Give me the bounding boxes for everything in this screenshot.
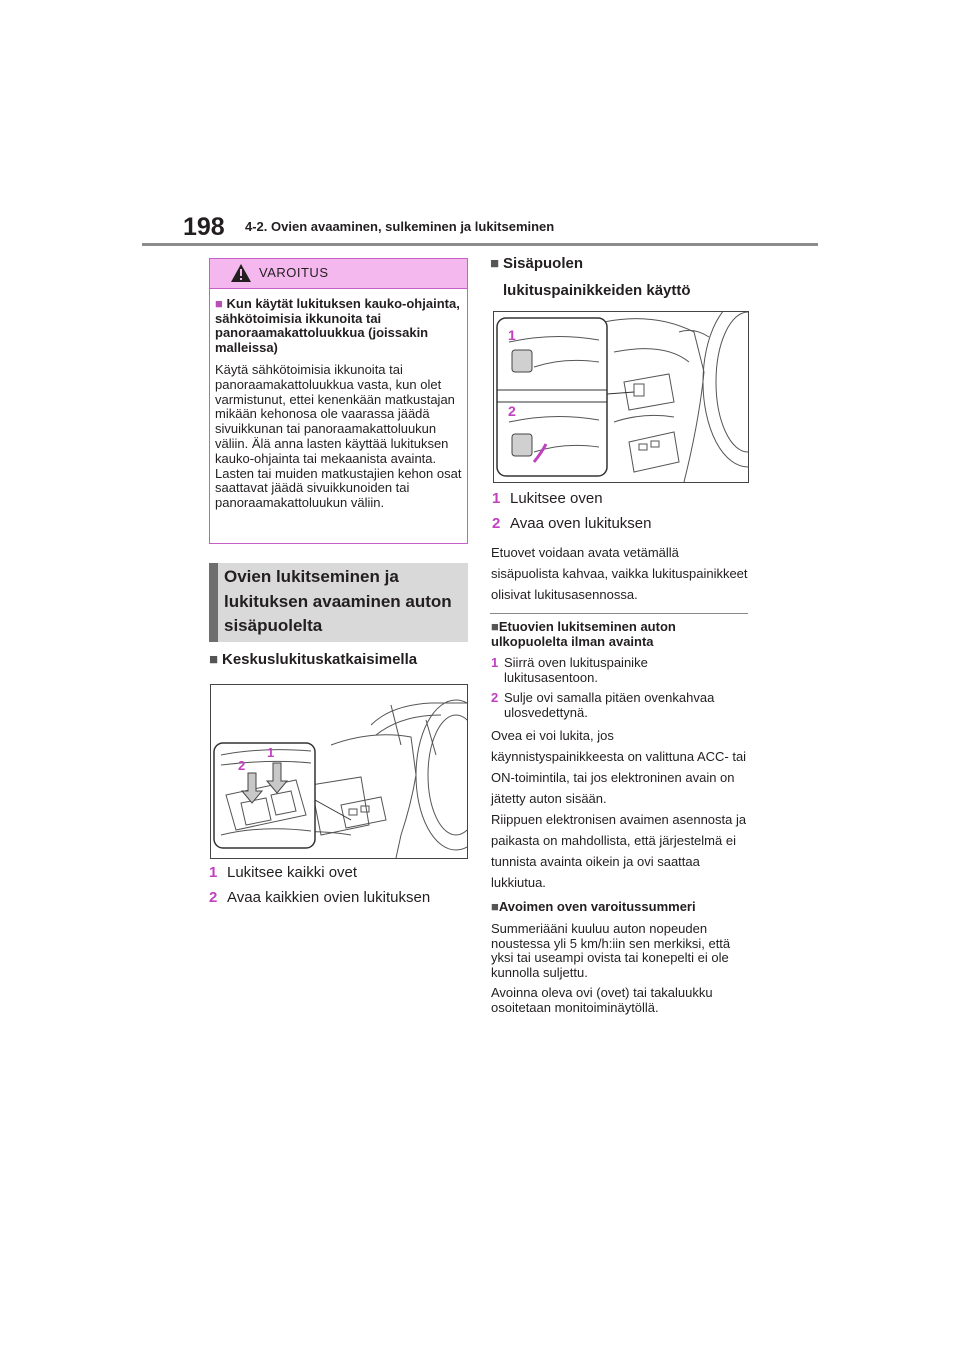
outside-lock-paragraph-2: Riippuen elektronisen avaimen asennosta ja paikasta on mahdollista, että järjestelmä ei tunnista avainta oikein ja ovi saattaa lukkiutua. bbox=[491, 812, 747, 890]
inside-lock-marker: ■ bbox=[490, 255, 500, 272]
outside-lock-heading bbox=[491, 620, 749, 649]
warning-heading bbox=[215, 297, 461, 355]
step-text: Avaa oven lukituksen bbox=[510, 515, 652, 532]
warning-body: Käytä sähkötoimisia ikkunoita tai panoraamakattoluukkua vasta, kun olet varmistunut, ettei kenenkään matkustajan mikään kehonosa ole vaarassa jäädä sivuikkunan tai panoraamakattoluukun väliin. Älä anna lasten käyttää lukituksen kauko-ohjainta tai mekaanista avainta. Lasten tai muiden matkustajien kehon osat saattavat jäädä sivuikkunoiden tai panoraamakattoluukun väliin. bbox=[215, 362, 462, 511]
inside-lock-note: Etuovet voidaan avata vetämällä sisäpuolista kahvaa, vaikka lukituspainikkeet olisivat lukitusasennossa. bbox=[491, 545, 748, 602]
warning-heading-text: Kun käytät lukituksen kauko-ohjainta, sähkötoimisia ikkunoita tai panoraamakattoluukkua (joissakin malleissa) bbox=[215, 296, 460, 355]
section-title: Ovien lukitseminen ja lukituksen avaaminen auton sisäpuolelta bbox=[224, 567, 452, 635]
header-rule bbox=[142, 243, 818, 246]
outside-lock-heading-text: Etuovien lukitseminen auton ulkopuolelta ilman avainta bbox=[491, 619, 676, 649]
step-text: Avaa kaikkien ovien lukituksen bbox=[227, 889, 431, 906]
warning-box bbox=[209, 258, 468, 544]
central-callout-1: 1 bbox=[267, 745, 275, 760]
warning-title: VAROITUS bbox=[259, 265, 329, 280]
outside-lock-step-2 bbox=[491, 691, 742, 720]
inside-lock-heading-line1: Sisäpuolen bbox=[503, 255, 584, 272]
inside-lock-heading-line2: lukituspainikkeiden käyttö bbox=[503, 282, 691, 299]
central-lock-heading bbox=[209, 646, 417, 674]
inside-lock-step-1 bbox=[492, 486, 603, 511]
section-heading-bar bbox=[209, 563, 218, 642]
outside-lock-step-1 bbox=[491, 656, 742, 685]
central-lock-step-1 bbox=[209, 860, 357, 885]
step-text: Lukitsee kaikki ovet bbox=[227, 864, 358, 881]
central-lock-marker: ■ bbox=[209, 651, 219, 668]
warning-header bbox=[210, 259, 467, 289]
door-buzzer-paragraph-1: Summeriääni kuuluu auton nopeuden noustessa yli 5 km/h:iin sen merkiksi, että yksi tai useampi ovista tai konepelti ei ole kunnolla suljettu. bbox=[491, 921, 731, 980]
step-text: Sulje ovi samalla pitäen ovenkahvaa ulosvedettynä. bbox=[504, 690, 715, 720]
step-number: 2 bbox=[492, 515, 501, 532]
inside-lock-illustration bbox=[493, 311, 749, 483]
inside-lock-step-2 bbox=[492, 511, 651, 536]
warning-marker: ■ bbox=[215, 296, 223, 311]
step-text: Siirrä oven lukituspainike lukitusasentoon. bbox=[504, 655, 648, 685]
door-buzzer-marker: ■ bbox=[491, 899, 499, 914]
door-buzzer-paragraph-2: Avoinna oleva ovi (ovet) tai takaluukku osoitetaan monitoiminäytöllä. bbox=[491, 985, 713, 1015]
central-callout-2: 2 bbox=[238, 758, 246, 773]
outside-lock-marker: ■ bbox=[491, 619, 499, 634]
step-number: 1 bbox=[492, 490, 501, 507]
door-buzzer-heading bbox=[491, 900, 749, 915]
inside-callout-2: 2 bbox=[508, 403, 516, 419]
central-lock-drawing bbox=[211, 685, 467, 858]
central-lock-heading-text: Keskuslukituskatkaisimella bbox=[222, 651, 418, 668]
step-text: Lukitsee oven bbox=[510, 490, 603, 507]
inside-lock-drawing bbox=[494, 312, 748, 482]
inside-callout-1: 1 bbox=[508, 327, 516, 343]
step-number: 1 bbox=[209, 864, 218, 881]
door-buzzer-heading-text: Avoimen oven varoitussummeri bbox=[498, 899, 696, 914]
outside-lock-paragraph-1: Ovea ei voi lukita, jos käynnistyspainikkeesta on valittuna ACC- tai ON-toimintila, tai jos elektroninen avain on jätetty auton sisään. bbox=[491, 728, 747, 806]
inside-lock-heading bbox=[490, 250, 691, 304]
step-number: 2 bbox=[209, 889, 218, 906]
page-number: 198 bbox=[183, 213, 225, 241]
central-lock-step-2 bbox=[209, 885, 430, 910]
central-lock-illustration bbox=[210, 684, 468, 859]
divider bbox=[490, 613, 748, 614]
step-number: 2 bbox=[491, 690, 499, 705]
chapter-title: 4-2. Ovien avaaminen, sulkeminen ja lukitseminen bbox=[245, 219, 555, 234]
warning-triangle-icon bbox=[230, 263, 252, 283]
step-number: 1 bbox=[491, 655, 499, 670]
